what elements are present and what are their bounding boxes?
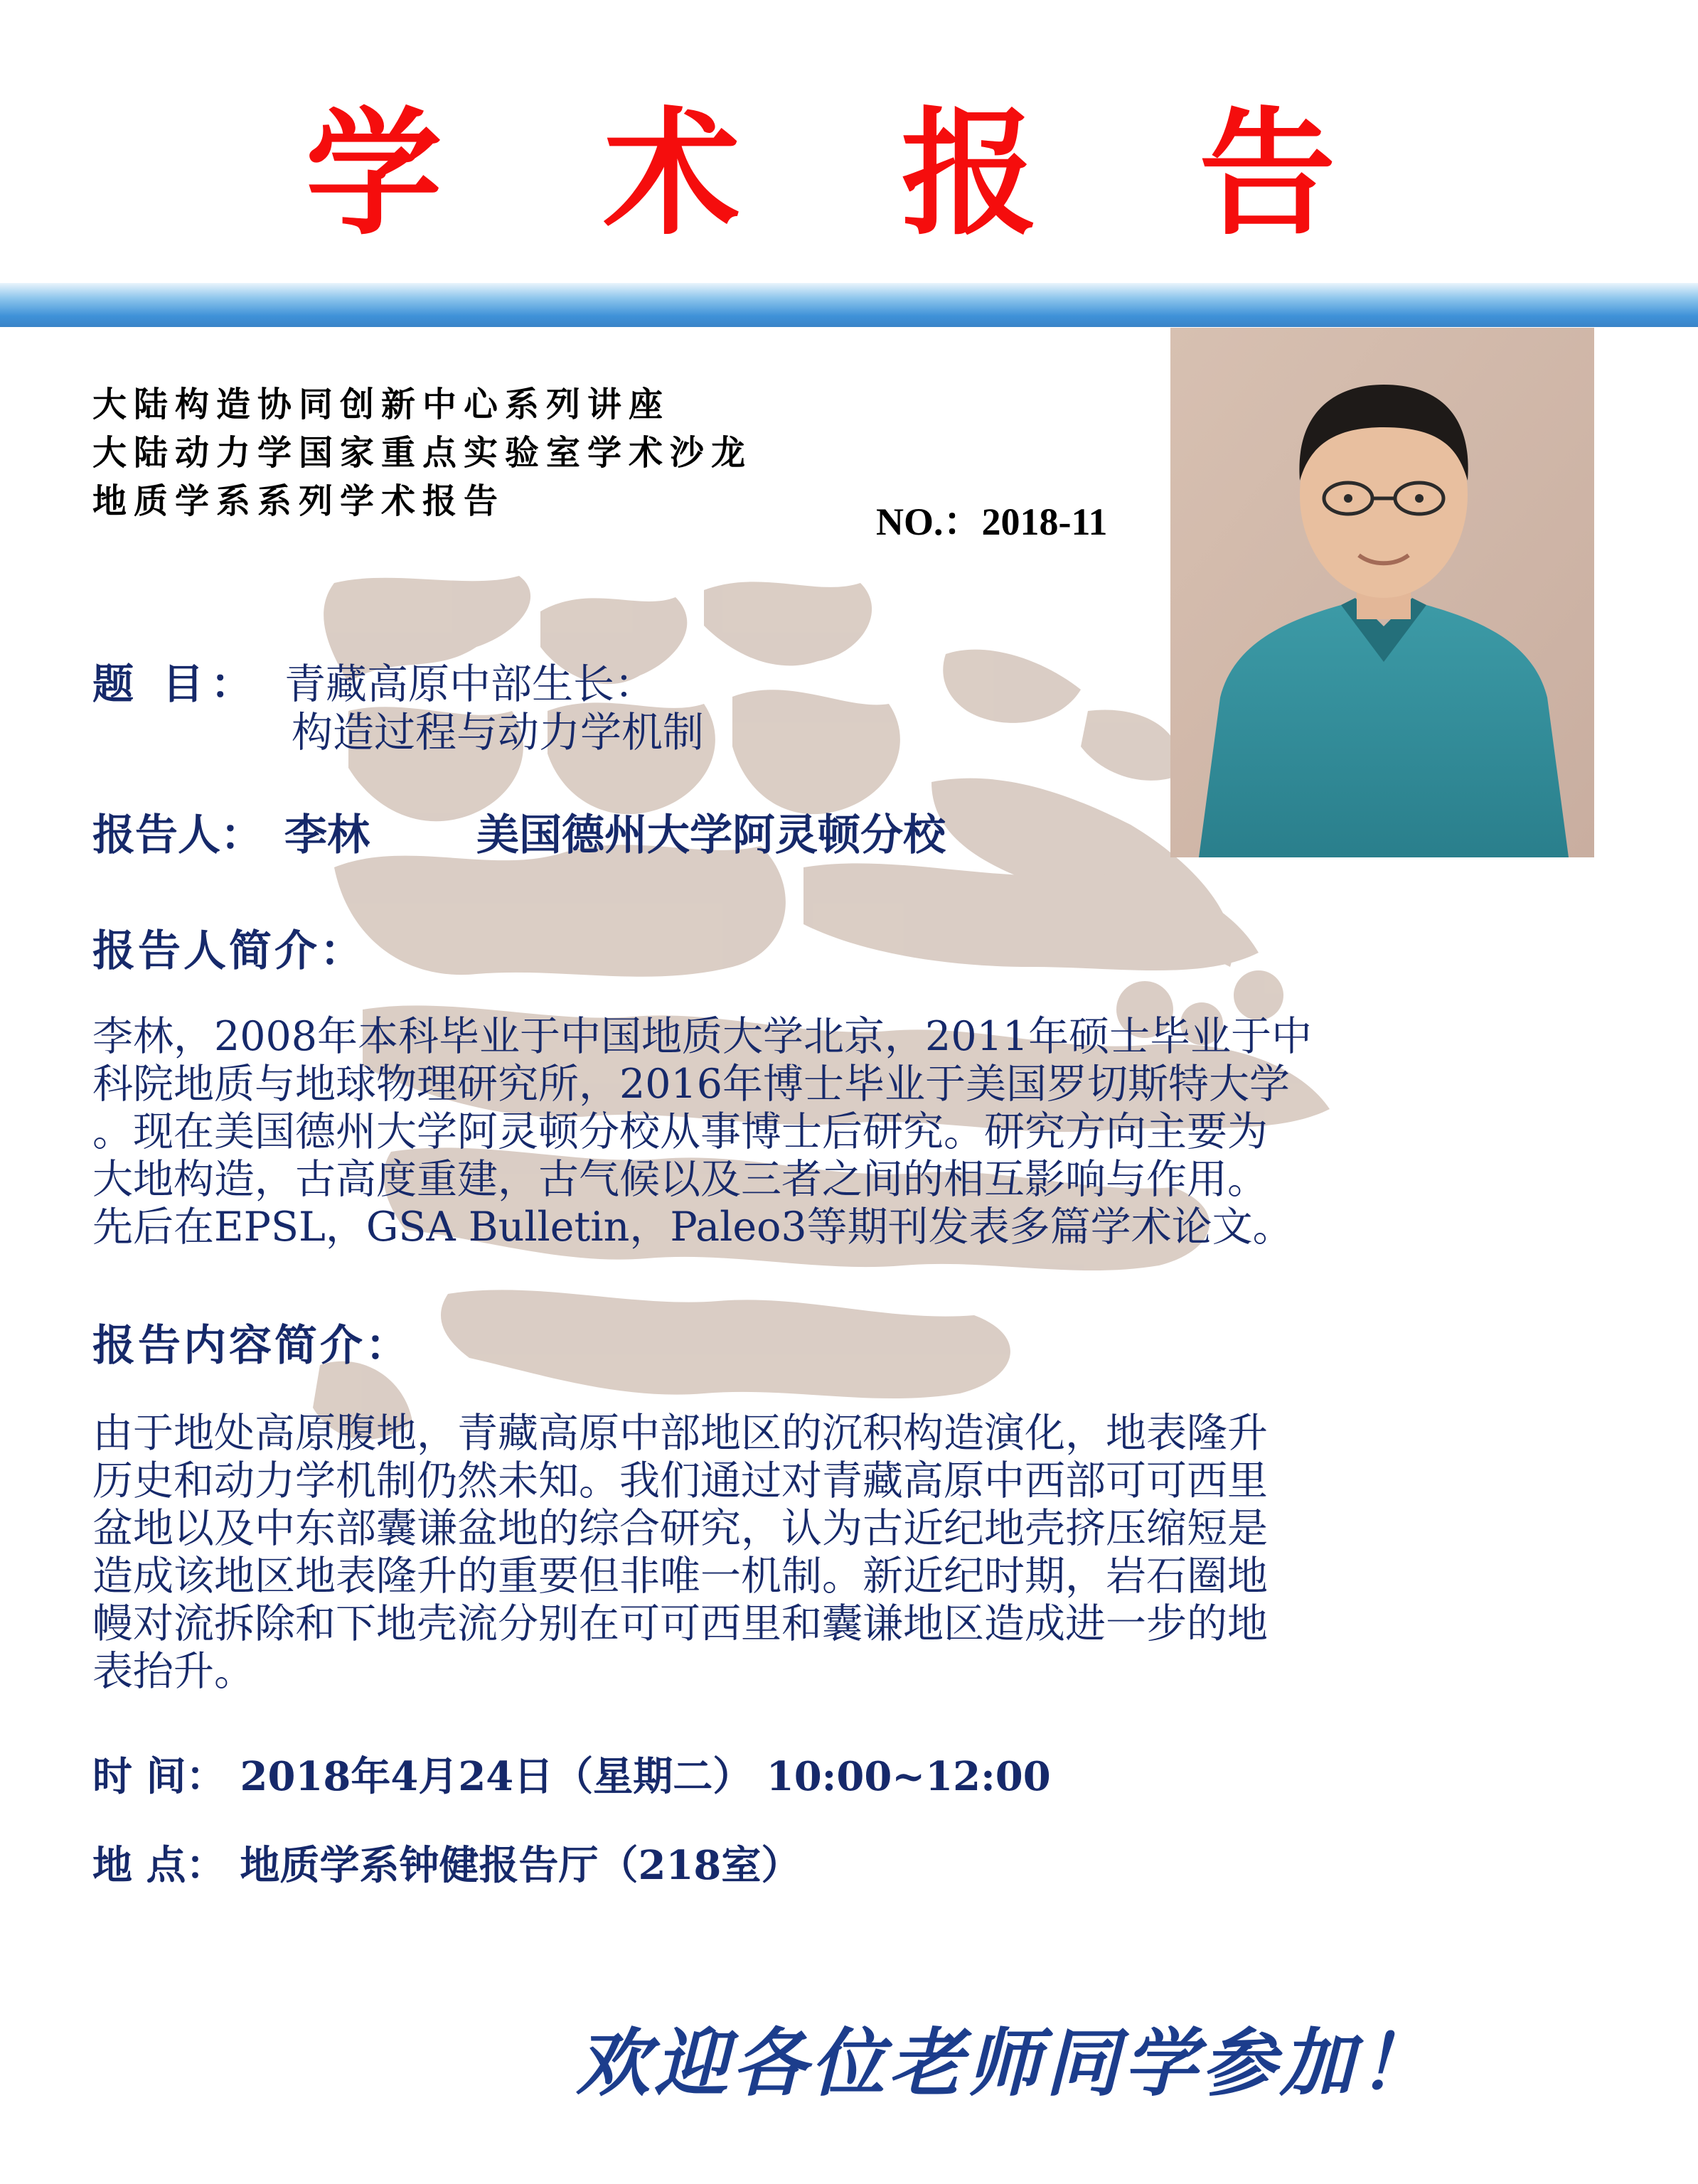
speaker-name: 李林 <box>284 810 370 860</box>
header-divider-bar <box>0 283 1698 327</box>
welcome-message: 欢迎各位老师同学参加！ <box>576 2020 1437 2107</box>
abstract-line: 造成该地区地表隆升的重要但非唯一机制。新近纪时期，岩石圈地 <box>92 1553 1268 1600</box>
abstract-heading: 报告内容简介： <box>92 1321 411 1371</box>
bio-line: 大地构造，古高度重建，古气候以及三者之间的相互影响与作用。 <box>92 1156 1268 1203</box>
speaker-label: 报告人： <box>92 810 263 860</box>
series-list <box>92 380 752 525</box>
topic-row <box>92 660 656 708</box>
abstract-line: 由于地处高原腹地，青藏高原中部地区的沉积构造演化，地表隆升 <box>92 1410 1268 1457</box>
time-value: 2018年4月24日（星期二） 10:00~12:00 <box>240 1753 1051 1800</box>
series-line: 大陆动力学国家重点实验室学术沙龙 <box>92 433 753 473</box>
speaker-affiliation: 美国德州大学阿灵顿分校 <box>476 810 946 860</box>
page-title: 学 术 报 告 <box>305 95 1393 254</box>
bio-paragraph <box>92 1013 1628 1251</box>
time-label: 时 间： <box>92 1753 226 1800</box>
person-icon <box>1170 328 1594 857</box>
speaker-photo <box>1170 328 1594 857</box>
bio-line: 。现在美国德州大学阿灵顿分校从事博士后研究。研究方向主要为 <box>92 1108 1268 1155</box>
time-row <box>92 1745 1051 1802</box>
bio-line: 科院地质与地球物理研究所，2016年博士毕业于美国罗切斯特大学 <box>92 1061 1291 1108</box>
speaker-row <box>92 810 946 860</box>
place-value: 地质学系钟健报告厅（218室） <box>240 1842 801 1889</box>
abstract-line: 幔对流拆除和下地壳流分别在可可西里和囊谦地区造成进一步的地 <box>92 1600 1268 1647</box>
topic-label: 题 目： <box>92 660 260 708</box>
abstract-line: 历史和动力学机制仍然未知。我们通过对青藏高原中西部可可西里 <box>92 1457 1268 1504</box>
bio-line: 先后在EPSL，GSA Bulletin，Paleo3等期刊发表多篇学术论文。 <box>92 1204 1293 1251</box>
abstract-line: 盆地以及中东部囊谦盆地的综合研究，认为古近纪地壳挤压缩短是 <box>92 1505 1268 1552</box>
bio-heading: 报告人简介： <box>92 926 365 976</box>
abstract-line: 表抬升。 <box>92 1648 255 1695</box>
abstract-paragraph <box>92 1410 1628 1696</box>
bio-line: 李林，2008年本科毕业于中国地质大学北京，2011年硕士毕业于中 <box>92 1013 1313 1060</box>
topic-line-2: 构造过程与动力学机制 <box>292 708 705 756</box>
place-label: 地 点： <box>92 1842 226 1889</box>
topic-line-1: 青藏高原中部生长： <box>284 660 656 708</box>
series-line: 大陆构造协同创新中心系列讲座 <box>92 385 671 424</box>
series-line: 地质学系系列学术报告 <box>92 481 506 521</box>
report-number: NO.：2018-11 <box>876 500 1108 543</box>
place-row <box>92 1834 801 1891</box>
